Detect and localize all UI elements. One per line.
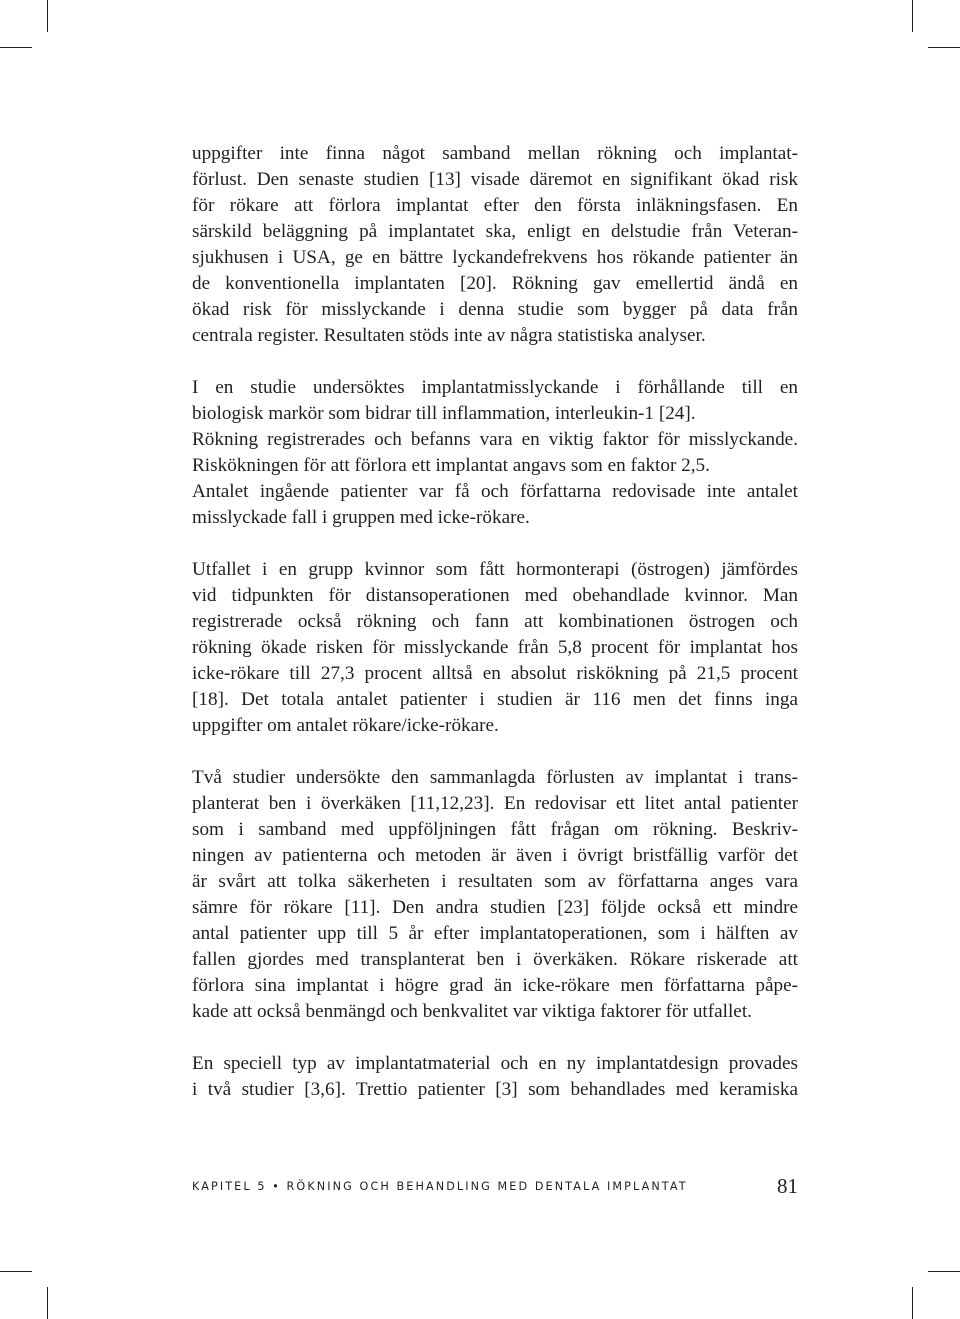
- text-line: är svårt att tolka säkerheten i resultaten som av författarna anges vara: [192, 871, 798, 892]
- text-line: icke-rökare till 27,3 procent alltså en absolut riskökning på 21,5 procent: [192, 663, 798, 684]
- paragraph-4: [192, 765, 798, 1025]
- text-line: Antalet ingående patienter var få och författarna redovisade inte antalet: [192, 481, 798, 502]
- text-line: Utfallet i en grupp kvinnor som fått hormonterapi (östrogen) jämfördes: [192, 559, 798, 580]
- text-line: i två studier [3,6]. Trettio patienter [3] som behandlades med keramiska: [192, 1079, 798, 1100]
- paragraph-2: [192, 375, 798, 531]
- text-line: misslyckade fall i gruppen med icke-rökare.: [192, 507, 530, 528]
- text-line: planterat ben i överkäken [11,12,23]. En redovisar ett litet antal patienter: [192, 793, 798, 814]
- text-line: biologisk markör som bidrar till inflammation, interleukin-1 [24].: [192, 403, 696, 424]
- paragraph-3: [192, 557, 798, 739]
- text-line: registrerade också rökning och fann att kombinationen östrogen och: [192, 611, 798, 632]
- page-number: 81: [777, 1174, 798, 1198]
- running-footer: KAPITEL 5 • RÖKNING OCH BEHANDLING MED DENTALA IMPLANTAT: [192, 1180, 688, 1193]
- crop-mark-bottom-right-vertical: [912, 1287, 913, 1319]
- text-line: Riskökningen för att förlora ett implantat angavs som en faktor 2,5.: [192, 455, 710, 476]
- crop-mark-bottom-right-horizontal: [928, 1271, 960, 1272]
- crop-mark-top-left-horizontal: [0, 47, 32, 48]
- text-line: särskild beläggning på implantatet ska, enligt en delstudie från Veteran-: [192, 221, 798, 242]
- crop-mark-top-right-vertical: [912, 0, 913, 32]
- crop-mark-bottom-left-horizontal: [0, 1271, 32, 1272]
- text-line: centrala register. Resultaten stöds inte av några statistiska analyser.: [192, 325, 706, 346]
- text-line: uppgifter om antalet rökare/icke-rökare.: [192, 715, 499, 736]
- text-line: En speciell typ av implantatmaterial och en ny implantatdesign provades: [192, 1053, 798, 1074]
- text-line: uppgifter inte finna något samband mellan rökning och implantat-: [192, 143, 798, 164]
- text-line: förlust. Den senaste studien [13] visade däremot en signifikant ökad risk: [192, 169, 798, 190]
- body-text: [192, 141, 798, 1129]
- text-line: I en studie undersöktes implantatmisslyckande i förhållande till en: [192, 377, 798, 398]
- text-line: sämre för rökare [11]. Den andra studien [23] följde också ett mindre: [192, 897, 798, 918]
- text-line: Två studier undersökte den sammanlagda förlusten av implantat i trans-: [192, 767, 798, 788]
- text-line: ningen av patienterna och metoden är även i övrigt bristfällig varför det: [192, 845, 798, 866]
- crop-mark-top-right-horizontal: [928, 47, 960, 48]
- crop-mark-top-left-vertical: [47, 0, 48, 32]
- paragraph-5: [192, 1051, 798, 1103]
- text-line: antal patienter upp till 5 år efter implantatoperationen, som i hälften av: [192, 923, 798, 944]
- text-line: de konventionella implantaten [20]. Rökning gav emellertid ändå en: [192, 273, 798, 294]
- text-line: förlora sina implantat i högre grad än icke-rökare men författarna påpe-: [192, 975, 798, 996]
- text-line: vid tidpunkten för distansoperationen med obehandlade kvinnor. Man: [192, 585, 798, 606]
- text-line: [18]. Det totala antalet patienter i studien är 116 men det finns inga: [192, 689, 798, 710]
- text-line: kade att också benmängd och benkvalitet var viktiga faktorer för utfallet.: [192, 1001, 752, 1022]
- text-line: sjukhusen i USA, ge en bättre lyckandefrekvens hos rökande patienter än: [192, 247, 798, 268]
- paragraph-1: [192, 141, 798, 349]
- text-line: ökad risk för misslyckande i denna studie som bygger på data från: [192, 299, 798, 320]
- text-line: rökning ökade risken för misslyckande från 5,8 procent för implantat hos: [192, 637, 798, 658]
- crop-mark-bottom-left-vertical: [47, 1287, 48, 1319]
- text-line: Rökning registrerades och befanns vara en viktig faktor för misslyckande.: [192, 429, 798, 450]
- text-line: fallen gjordes med transplanterat ben i överkäken. Rökare riskerade att: [192, 949, 798, 970]
- text-line: som i samband med uppföljningen fått frågan om rökning. Beskriv-: [192, 819, 798, 840]
- text-line: för rökare att förlora implantat efter den första inläkningsfasen. En: [192, 195, 798, 216]
